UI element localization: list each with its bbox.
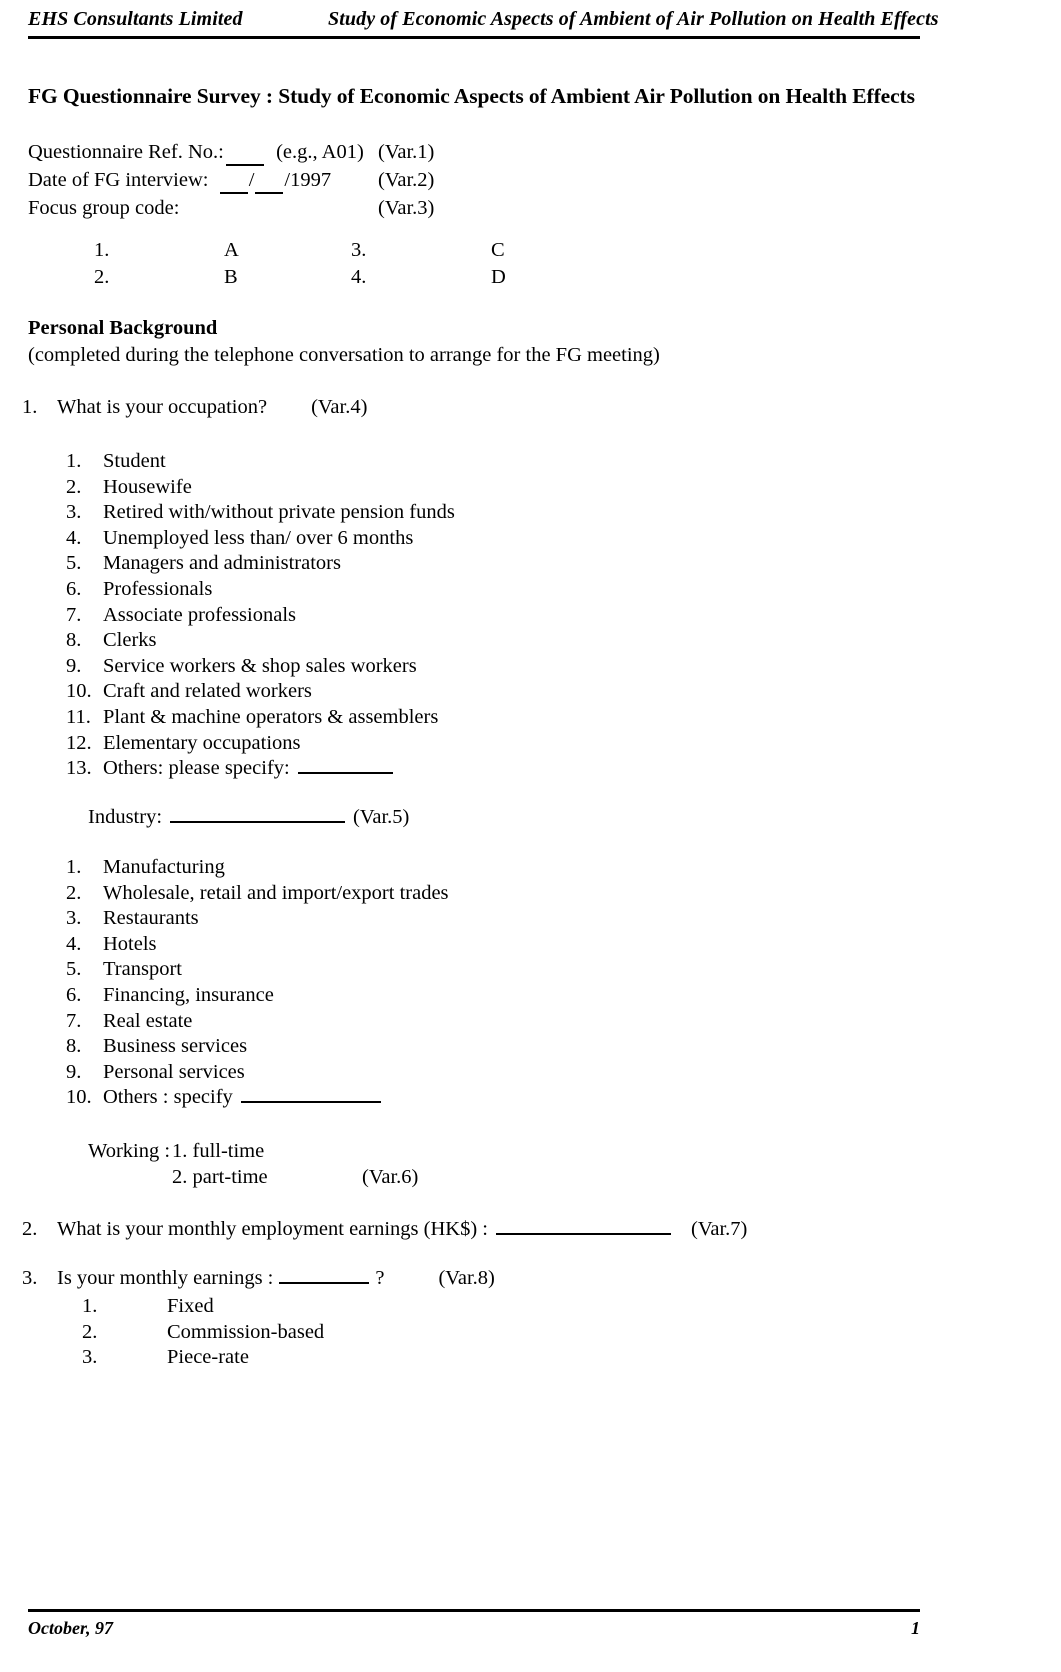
- question-1: [22, 396, 367, 419]
- header-company-name: EHS Consultants Limited: [28, 8, 243, 30]
- occupation-label-retired: Retired with/without private pension funds: [103, 501, 455, 524]
- list-item[interactable]: [66, 577, 455, 603]
- industry-index-2: 2.: [66, 881, 82, 904]
- question-2-text: What is your monthly employment earnings (HK$) :: [57, 1218, 488, 1240]
- list-item[interactable]: [66, 906, 449, 932]
- list-item[interactable]: [66, 603, 455, 629]
- list-item[interactable]: [66, 551, 455, 577]
- industry-label-hotels: Hotels: [103, 932, 157, 955]
- working-status-block: [88, 1138, 418, 1190]
- occupation-label-associate-professionals: Associate professionals: [103, 603, 296, 626]
- section-subheading: (completed during the telephone conversation to arrange for the FG meeting): [28, 344, 660, 366]
- list-item[interactable]: [66, 1060, 449, 1086]
- date-day-blank[interactable]: [220, 177, 248, 194]
- earnings-label-commission-based: Commission-based: [167, 1320, 325, 1343]
- earnings-type-option-list: [82, 1294, 324, 1371]
- working-label: Working :: [88, 1140, 171, 1162]
- occupation-label-craft-workers: Craft and related workers: [103, 680, 312, 703]
- footer-date: October, 97: [28, 1618, 113, 1638]
- industry-field-row: [88, 806, 409, 829]
- page-footer: [28, 1618, 920, 1639]
- occupation-index-10: 10.: [66, 680, 92, 703]
- list-item[interactable]: [66, 881, 449, 907]
- occupation-index-9: 9.: [66, 654, 82, 677]
- list-item[interactable]: [66, 705, 455, 731]
- occupation-index-2: 2.: [66, 475, 82, 498]
- industry-label-personal-services: Personal services: [103, 1060, 245, 1083]
- list-item[interactable]: [66, 526, 455, 552]
- ref-row-interview-date: [28, 166, 498, 194]
- occupation-label-unemployed: Unemployed less than/ over 6 months: [103, 526, 414, 549]
- earnings-index-3: 3.: [82, 1346, 98, 1369]
- code-grid-row: [28, 237, 548, 264]
- question-3-number: 3.: [22, 1267, 38, 1289]
- var-label-1: (Var.1): [378, 141, 435, 163]
- footer-page-number: 1: [911, 1618, 920, 1638]
- ref-label-questionnaire-number: Questionnaire Ref. No.:: [28, 141, 224, 163]
- questionnaire-ref-block: [28, 138, 498, 222]
- list-item[interactable]: [66, 654, 455, 680]
- code-value-d: D: [491, 266, 506, 288]
- occupation-option-list: [66, 449, 455, 782]
- ref-label-interview-date: Date of FG interview:: [28, 169, 209, 191]
- question-1-text: What is your occupation?: [57, 396, 268, 418]
- industry-label-real-estate: Real estate: [103, 1009, 193, 1032]
- var-label-4: (Var.4): [311, 396, 368, 418]
- list-item[interactable]: [66, 679, 455, 705]
- focus-group-code-grid: [28, 237, 548, 291]
- code-value-a: A: [224, 239, 239, 261]
- code-index-3: 3.: [351, 239, 367, 261]
- ref-note-questionnaire-example: (e.g., A01): [276, 141, 364, 163]
- working-row-full-time[interactable]: [88, 1138, 418, 1164]
- list-item[interactable]: [82, 1345, 324, 1371]
- occupation-index-7: 7.: [66, 603, 82, 626]
- running-header: [28, 8, 939, 31]
- industry-label-restaurants: Restaurants: [103, 907, 199, 930]
- question-3: [22, 1267, 495, 1290]
- code-value-b: B: [224, 266, 238, 288]
- var-label-3: (Var.3): [378, 197, 435, 219]
- questionnaire-number-blank[interactable]: [226, 149, 264, 166]
- monthly-earnings-blank[interactable]: [496, 1218, 671, 1235]
- ref-label-focus-group-code: Focus group code:: [28, 197, 180, 219]
- industry-index-7: 7.: [66, 1009, 82, 1032]
- occupation-label-plant-machine-operators: Plant & machine operators & assemblers: [103, 705, 439, 728]
- list-item[interactable]: [66, 475, 455, 501]
- list-item[interactable]: [66, 756, 455, 782]
- var-label-2: (Var.2): [378, 169, 435, 191]
- industry-label-financing-insurance: Financing, insurance: [103, 983, 274, 1006]
- earnings-label-fixed: Fixed: [167, 1295, 214, 1317]
- occupation-label-clerks: Clerks: [103, 629, 157, 652]
- industry-index-4: 4.: [66, 932, 82, 955]
- code-grid-row: [28, 264, 548, 291]
- var-label-6: (Var.6): [362, 1166, 419, 1188]
- ref-note-interview-year: /1997: [284, 169, 332, 191]
- code-index-2: 2.: [94, 266, 110, 288]
- earnings-type-blank[interactable]: [279, 1267, 369, 1284]
- occupation-index-1: 1.: [66, 450, 82, 472]
- industry-index-6: 6.: [66, 983, 82, 1006]
- occupation-index-6: 6.: [66, 577, 82, 600]
- occupation-label-student: Student: [103, 450, 166, 472]
- working-option-part-time: 2. part-time: [172, 1166, 268, 1188]
- ref-date-group: Date of FG interview: / /1997: [28, 166, 378, 194]
- industry-label-transport: Transport: [103, 958, 182, 981]
- industry-label-others: Others : specify: [103, 1086, 233, 1109]
- working-row-part-time[interactable]: [88, 1164, 418, 1190]
- industry-index-9: 9.: [66, 1060, 82, 1083]
- occupation-index-8: 8.: [66, 629, 82, 652]
- occupation-index-13: 13.: [66, 757, 92, 780]
- page-title: FG Questionnaire Survey : Study of Economic Aspects of Ambient Air Pollution on Health Effects: [28, 84, 915, 108]
- industry-index-10: 10.: [66, 1086, 92, 1109]
- occupation-index-5: 5.: [66, 552, 82, 575]
- list-item[interactable]: [66, 932, 449, 958]
- industry-index-8: 8.: [66, 1035, 82, 1058]
- occupation-index-11: 11.: [66, 705, 91, 728]
- code-index-4: 4.: [351, 266, 367, 288]
- list-item[interactable]: [66, 983, 449, 1009]
- var-label-5: (Var.5): [353, 806, 410, 828]
- date-month-blank[interactable]: [255, 177, 283, 194]
- list-item[interactable]: [66, 1009, 449, 1035]
- ref-row-focus-group-code: [28, 194, 498, 222]
- footer-divider-rule: [28, 1609, 920, 1612]
- var-label-7: (Var.7): [691, 1218, 748, 1240]
- occupation-label-elementary-occupations: Elementary occupations: [103, 731, 301, 754]
- occupation-label-service-workers: Service workers & shop sales workers: [103, 654, 417, 677]
- question-3-suffix: ?: [375, 1267, 385, 1289]
- var-label-8: (Var.8): [438, 1267, 495, 1289]
- industry-option-list: [66, 855, 449, 1111]
- industry-index-1: 1.: [66, 856, 82, 878]
- occupation-label-managers: Managers and administrators: [103, 552, 341, 575]
- industry-others-blank[interactable]: [241, 1086, 381, 1103]
- list-item[interactable]: [66, 855, 449, 881]
- header-study-title: Study of Economic Aspects of Ambient of Air Pollution on Health Effects: [328, 8, 939, 30]
- working-option-full-time: 1. full-time: [172, 1140, 265, 1162]
- code-index-1: 1.: [94, 239, 110, 261]
- list-item[interactable]: [66, 1085, 449, 1111]
- question-3-text: Is your monthly earnings :: [57, 1267, 274, 1289]
- industry-input-blank[interactable]: [170, 806, 345, 823]
- earnings-label-piece-rate: Piece-rate: [167, 1346, 249, 1369]
- list-item[interactable]: [82, 1320, 324, 1346]
- occupation-label-others: Others: please specify:: [103, 757, 290, 780]
- occupation-index-4: 4.: [66, 526, 82, 549]
- earnings-index-2: 2.: [82, 1320, 98, 1343]
- list-item[interactable]: [66, 731, 455, 757]
- question-2: [22, 1218, 747, 1241]
- industry-label: Industry:: [88, 806, 163, 828]
- question-2-number: 2.: [22, 1218, 38, 1240]
- ref-row-questionnaire-number: [28, 138, 498, 166]
- occupation-label-professionals: Professionals: [103, 577, 213, 600]
- code-value-c: C: [491, 239, 505, 261]
- list-item[interactable]: [66, 628, 455, 654]
- occupation-index-12: 12.: [66, 731, 92, 754]
- list-item[interactable]: [66, 1034, 449, 1060]
- occupation-index-3: 3.: [66, 501, 82, 524]
- list-item[interactable]: [66, 500, 455, 526]
- question-1-number: 1.: [22, 396, 38, 418]
- occupation-label-housewife: Housewife: [103, 475, 192, 498]
- industry-label-manufacturing: Manufacturing: [103, 856, 225, 878]
- industry-index-3: 3.: [66, 907, 82, 930]
- earnings-index-1: 1.: [82, 1295, 98, 1317]
- section-heading-personal-background: Personal Background: [28, 317, 218, 339]
- occupation-others-blank[interactable]: [298, 757, 393, 774]
- list-item[interactable]: [66, 957, 449, 983]
- industry-label-wholesale-retail: Wholesale, retail and import/export trades: [103, 881, 449, 904]
- ref-label-group: [28, 138, 378, 166]
- list-item[interactable]: [66, 449, 455, 475]
- industry-label-business-services: Business services: [103, 1035, 248, 1058]
- industry-index-5: 5.: [66, 958, 82, 981]
- header-divider-rule: [28, 36, 920, 39]
- list-item[interactable]: [82, 1294, 324, 1320]
